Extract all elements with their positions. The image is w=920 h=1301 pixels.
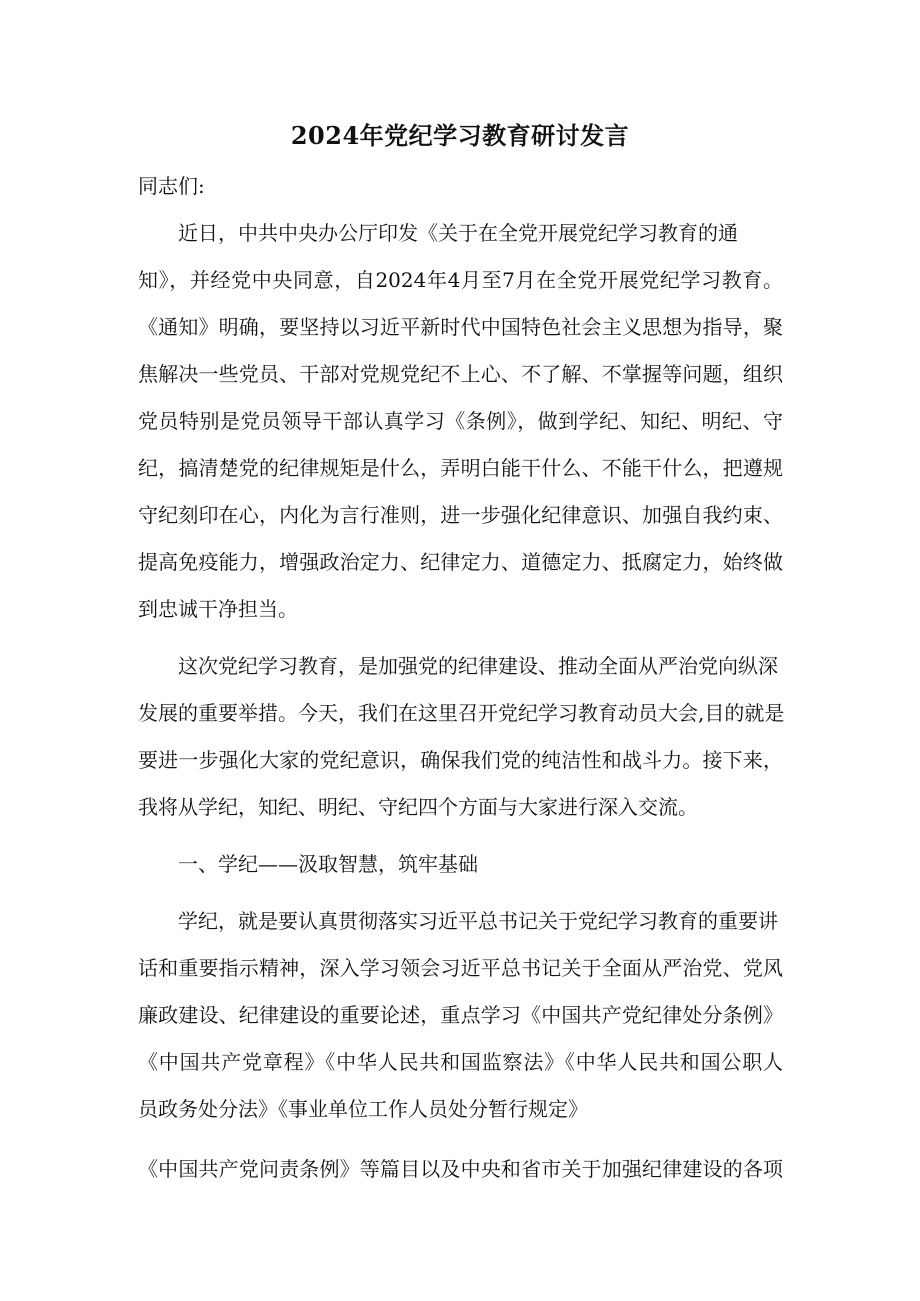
paragraph-line: 员政务处分法》《事业单位工作人员处分暂行规定》 [138, 1097, 588, 1121]
paragraph-line: 守纪刻印在心，内化为言行准则，进一步强化纪律意识、加强自我约束、 [138, 503, 783, 527]
paragraph-line: 话和重要指示精神，深入学习领会习近平总书记关于全面从严治党、党风 [138, 956, 783, 980]
paragraph-line: 要进一步强化大家的党纪意识，确保我们党的纯洁性和战斗力。接下来， [138, 748, 783, 772]
paragraph-line: 焦解决一些党员、干部对党规党纪不上心、不了解、不掌握等问题，组织 [138, 362, 783, 386]
paragraph-line: 我将从学纪，知纪、明纪、守纪四个方面与大家进行深入交流。 [138, 795, 698, 819]
salutation: 同志们: [138, 174, 205, 198]
paragraph-line: 提高免疫能力，增强政治定力、纪律定力、道德定力、抵腐定力，始终做 [138, 550, 783, 574]
paragraph-line: 这次党纪学习教育，是加强党的纪律建设、推动全面从严治党向纵深 [178, 654, 778, 678]
paragraph-line: 到忠诚干净担当。 [138, 597, 298, 621]
paragraph-line: 《中国共产党章程》《中华人民共和国监察法》《中华人民共和国公职人 [138, 1050, 783, 1074]
paragraph-line: 廉政建设、纪律建设的重要论述，重点学习《中国共产党纪律处分条例》 [138, 1003, 783, 1027]
document-title: 2024年党纪学习教育研讨发言 [290, 121, 630, 150]
paragraph-line: 《中国共产党问责条例》等篇目以及中央和省市关于加强纪律建设的各项 [138, 1157, 783, 1181]
section-heading: 一、学纪——汲取智慧，筑牢基础 [178, 852, 478, 876]
paragraph-line: 学纪，就是要认真贯彻落实习近平总书记关于党纪学习教育的重要讲 [178, 909, 778, 933]
paragraph-line: 纪，搞清楚党的纪律规矩是什么，弄明白能干什么、不能干什么，把遵规 [138, 456, 783, 480]
paragraph-line: 发展的重要举措。今天，我们在这里召开党纪学习教育动员大会,目的就是 [138, 701, 785, 725]
paragraph-line: 党员特别是党员领导干部认真学习《条例》，做到学纪、知纪、明纪、守 [138, 409, 783, 433]
paragraph-line: 《通知》明确，要坚持以习近平新时代中国特色社会主义思想为指导，聚 [138, 315, 783, 339]
paragraph-line: 知》，并经党中央同意，自2024年4月至7月在全党开展党纪学习教育。 [138, 268, 783, 292]
paragraph-line: 近日，中共中央办公厅印发《关于在全党开展党纪学习教育的通 [178, 221, 738, 245]
